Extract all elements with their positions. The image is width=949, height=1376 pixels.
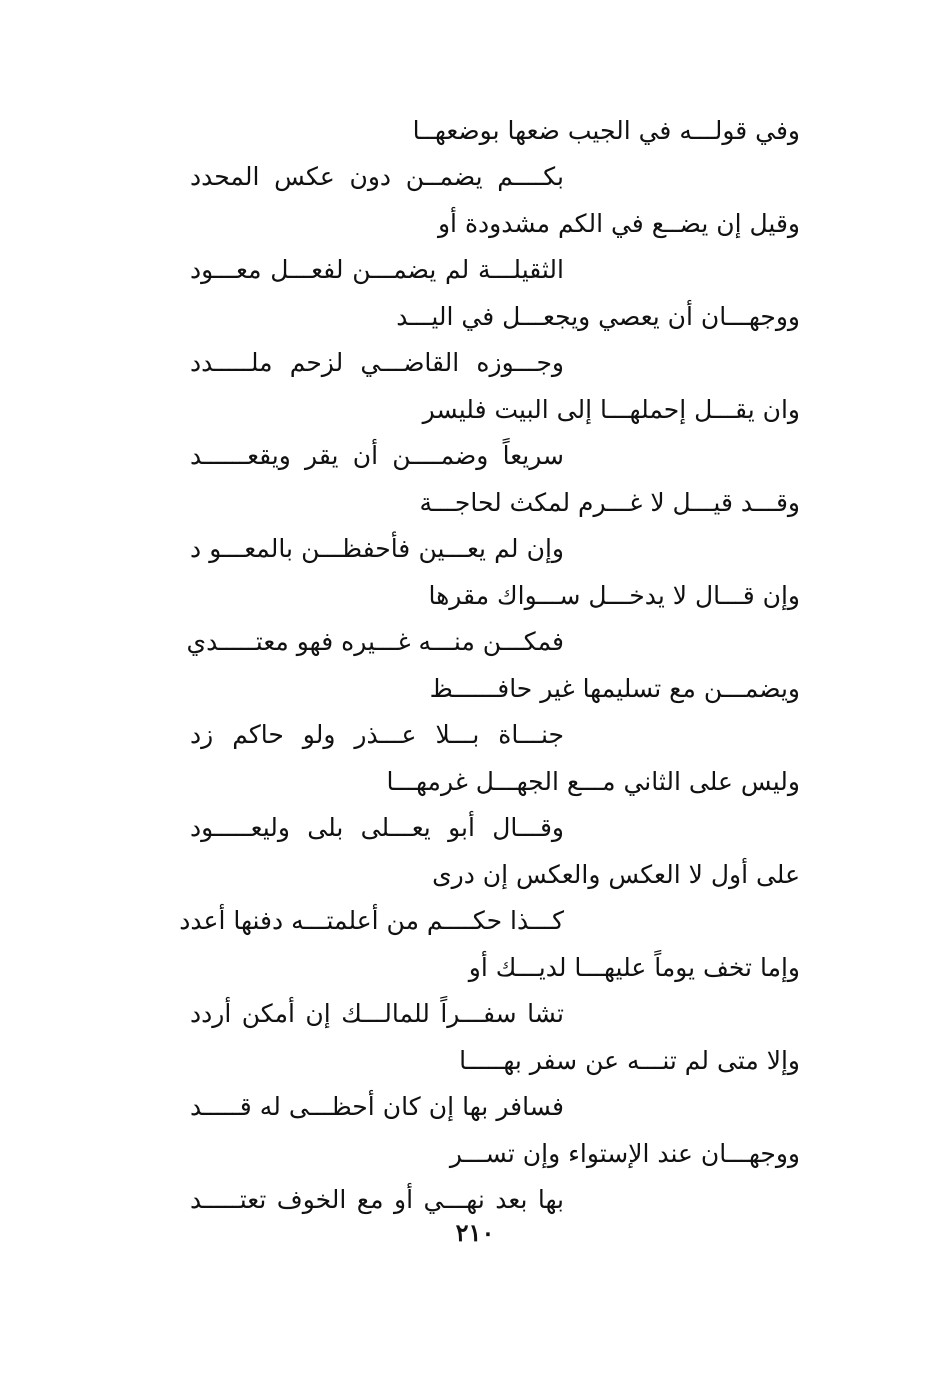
verse — [190, 1038, 800, 1131]
verse — [190, 387, 800, 480]
verse-first-hemistich: على أول لا العكس والعكس إن درى — [432, 860, 800, 889]
verse — [190, 294, 800, 387]
verse-second-hemistich: وإن لم يعـــين فأحفظـــن بالمعـــو د — [190, 534, 564, 563]
verse — [190, 666, 800, 759]
verse-second-hemistich: الثقيلـــة لم يضمـــن لفعـــل معـــود — [190, 255, 564, 284]
verse-second-hemistich: تشا سفـــراً للمالـــك إن أمكن أردد — [190, 999, 564, 1028]
verse — [190, 945, 800, 1038]
verse-second-hemistich: فمكـــن منـــه غـــيره فهو معتـــــدي — [186, 627, 564, 656]
verse-first-hemistich: ويضمـــن مع تسليمها غير حافــــــظ — [429, 674, 800, 703]
verse — [179, 852, 800, 945]
verse — [190, 108, 800, 201]
verse-second-hemistich: وجـــوزه القاضـــي لزحم ملـــــدد — [190, 348, 564, 377]
verse-first-hemistich: ووجهـــان أن يعصي ويجعـــل في اليـــد — [396, 302, 800, 331]
verse-second-hemistich: بكــــم يضمــن دون عكس المحدد — [190, 162, 564, 191]
page-number: ٢١٠ — [455, 1218, 495, 1247]
verse-first-hemistich: وقيل إن يضــع في الكم مشدودة أو — [437, 209, 800, 238]
verse-first-hemistich: وإما تخف يوماً عليهـــا لديـــك أو — [468, 953, 800, 982]
verse — [190, 201, 800, 294]
verse-first-hemistich: وقـــد قيـــل لا غـــرم لمكث لحاجـــة — [419, 488, 800, 517]
verse — [190, 759, 800, 852]
verse-second-hemistich: وقـــال أبو يعـــلى بلى وليعـــــود — [190, 813, 564, 842]
verse-first-hemistich: وإلا متى لم تنـــه عن سفر بهـــــا — [459, 1046, 800, 1075]
verse-second-hemistich: سريعاً وضمــــن أن يقر ويقعــــــد — [190, 441, 564, 470]
verse — [190, 480, 800, 573]
verse-second-hemistich: كـــذا حكــــم من أعلمتـــه دفنها أعدد — [179, 906, 564, 935]
verse — [186, 573, 800, 666]
verse-second-hemistich: بها بعد نهـــي أو مع الخوف تعتـــــد — [190, 1185, 564, 1214]
verse-second-hemistich: جنـــاة بـــلا عـــذر ولو حاكم زد — [190, 720, 564, 749]
verse — [190, 1131, 800, 1224]
verse-first-hemistich: وليس على الثاني مـــع الجهـــل غرمهـــا — [386, 767, 800, 796]
verse-first-hemistich: وان يقـــل إحملهـــا إلى البيت فليسر — [422, 395, 800, 424]
verse-first-hemistich: وفي قولـــه في الجيب ضعها بوضعهــا — [412, 116, 800, 145]
verse-first-hemistich: وإن قـــال لا يدخـــل ســـواك مقرها — [428, 581, 800, 610]
poem-verses — [179, 108, 800, 1224]
verse-second-hemistich: فسافر بها إن كان أحظـــى له قـــــد — [190, 1092, 564, 1121]
verse-first-hemistich: ووجهـــان عند الإستواء وإن تســـر — [449, 1139, 800, 1168]
